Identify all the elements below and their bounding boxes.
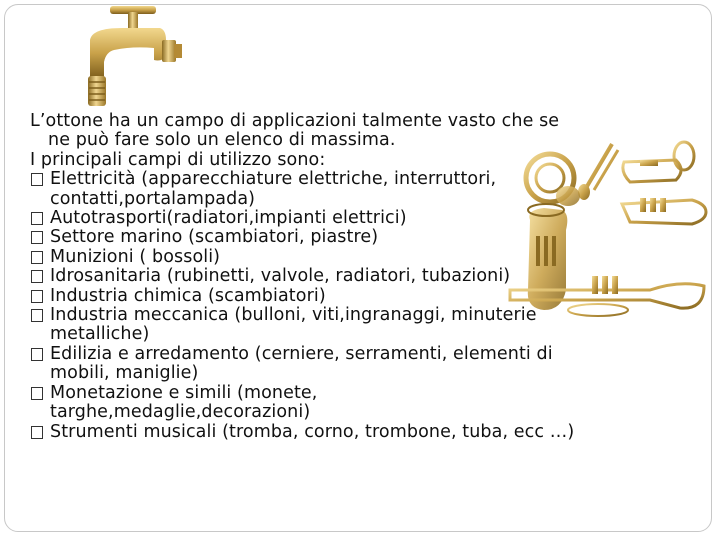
lead-text: I principali campi di utilizzo sono: xyxy=(30,149,326,170)
list-item xyxy=(30,345,670,364)
checkbox-bullet-icon xyxy=(31,270,43,283)
intro-line-2: ne può fare solo un elenco di massima. xyxy=(48,130,396,151)
list-item-text: Monetazione e simili (monete, xyxy=(50,382,318,403)
intro-line-1: L’ottone ha un campo di applicazioni talmente vasto che se xyxy=(30,111,560,131)
list-item-continuation: mobili, maniglie) xyxy=(50,363,199,384)
checkbox-bullet-icon xyxy=(31,231,43,244)
list-item xyxy=(30,170,670,189)
slide-body xyxy=(30,112,670,442)
list-item xyxy=(30,423,670,442)
list-item xyxy=(30,228,670,247)
list-item xyxy=(30,306,670,325)
list-item-continuation: contatti,portalampada) xyxy=(50,188,256,209)
brass-tap-icon xyxy=(62,0,192,118)
list-item-text: Industria meccanica (bulloni, viti,ingranaggi, minuterie xyxy=(50,305,537,326)
list-item xyxy=(30,267,670,286)
checkbox-bullet-icon xyxy=(31,348,43,361)
checkbox-bullet-icon xyxy=(31,251,43,264)
list-item-text: Autotrasporti(radiatori,impianti elettrici) xyxy=(50,208,407,229)
checkbox-bullet-icon xyxy=(31,173,43,186)
list-item xyxy=(30,287,670,306)
list-item xyxy=(30,248,670,267)
list-item xyxy=(30,209,670,228)
list-item-text: Elettricità (apparecchiature elettriche, interruttori, xyxy=(50,169,497,190)
checkbox-bullet-icon xyxy=(31,212,43,225)
list-item-text: Industria chimica (scambiatori) xyxy=(50,285,326,306)
list-item-continuation: metalliche) xyxy=(50,324,150,345)
checkbox-bullet-icon xyxy=(31,426,43,439)
checkbox-bullet-icon xyxy=(31,387,43,400)
list-item-text: Idrosanitaria (rubinetti, valvole, radiatori, tubazioni) xyxy=(50,266,511,287)
bullet-list xyxy=(30,170,670,442)
list-item-text: Strumenti musicali (tromba, corno, trombone, tuba, ecc …) xyxy=(50,421,575,442)
checkbox-bullet-icon xyxy=(31,290,43,303)
list-item-text: Munizioni ( bossoli) xyxy=(50,246,221,267)
checkbox-bullet-icon xyxy=(31,309,43,322)
list-item-continuation: targhe,medaglie,decorazioni) xyxy=(50,402,311,423)
list-item xyxy=(30,384,670,403)
list-item-text: Settore marino (scambiatori, piastre) xyxy=(50,227,379,248)
list-item-text: Edilizia e arredamento (cerniere, serramenti, elementi di xyxy=(50,343,553,364)
